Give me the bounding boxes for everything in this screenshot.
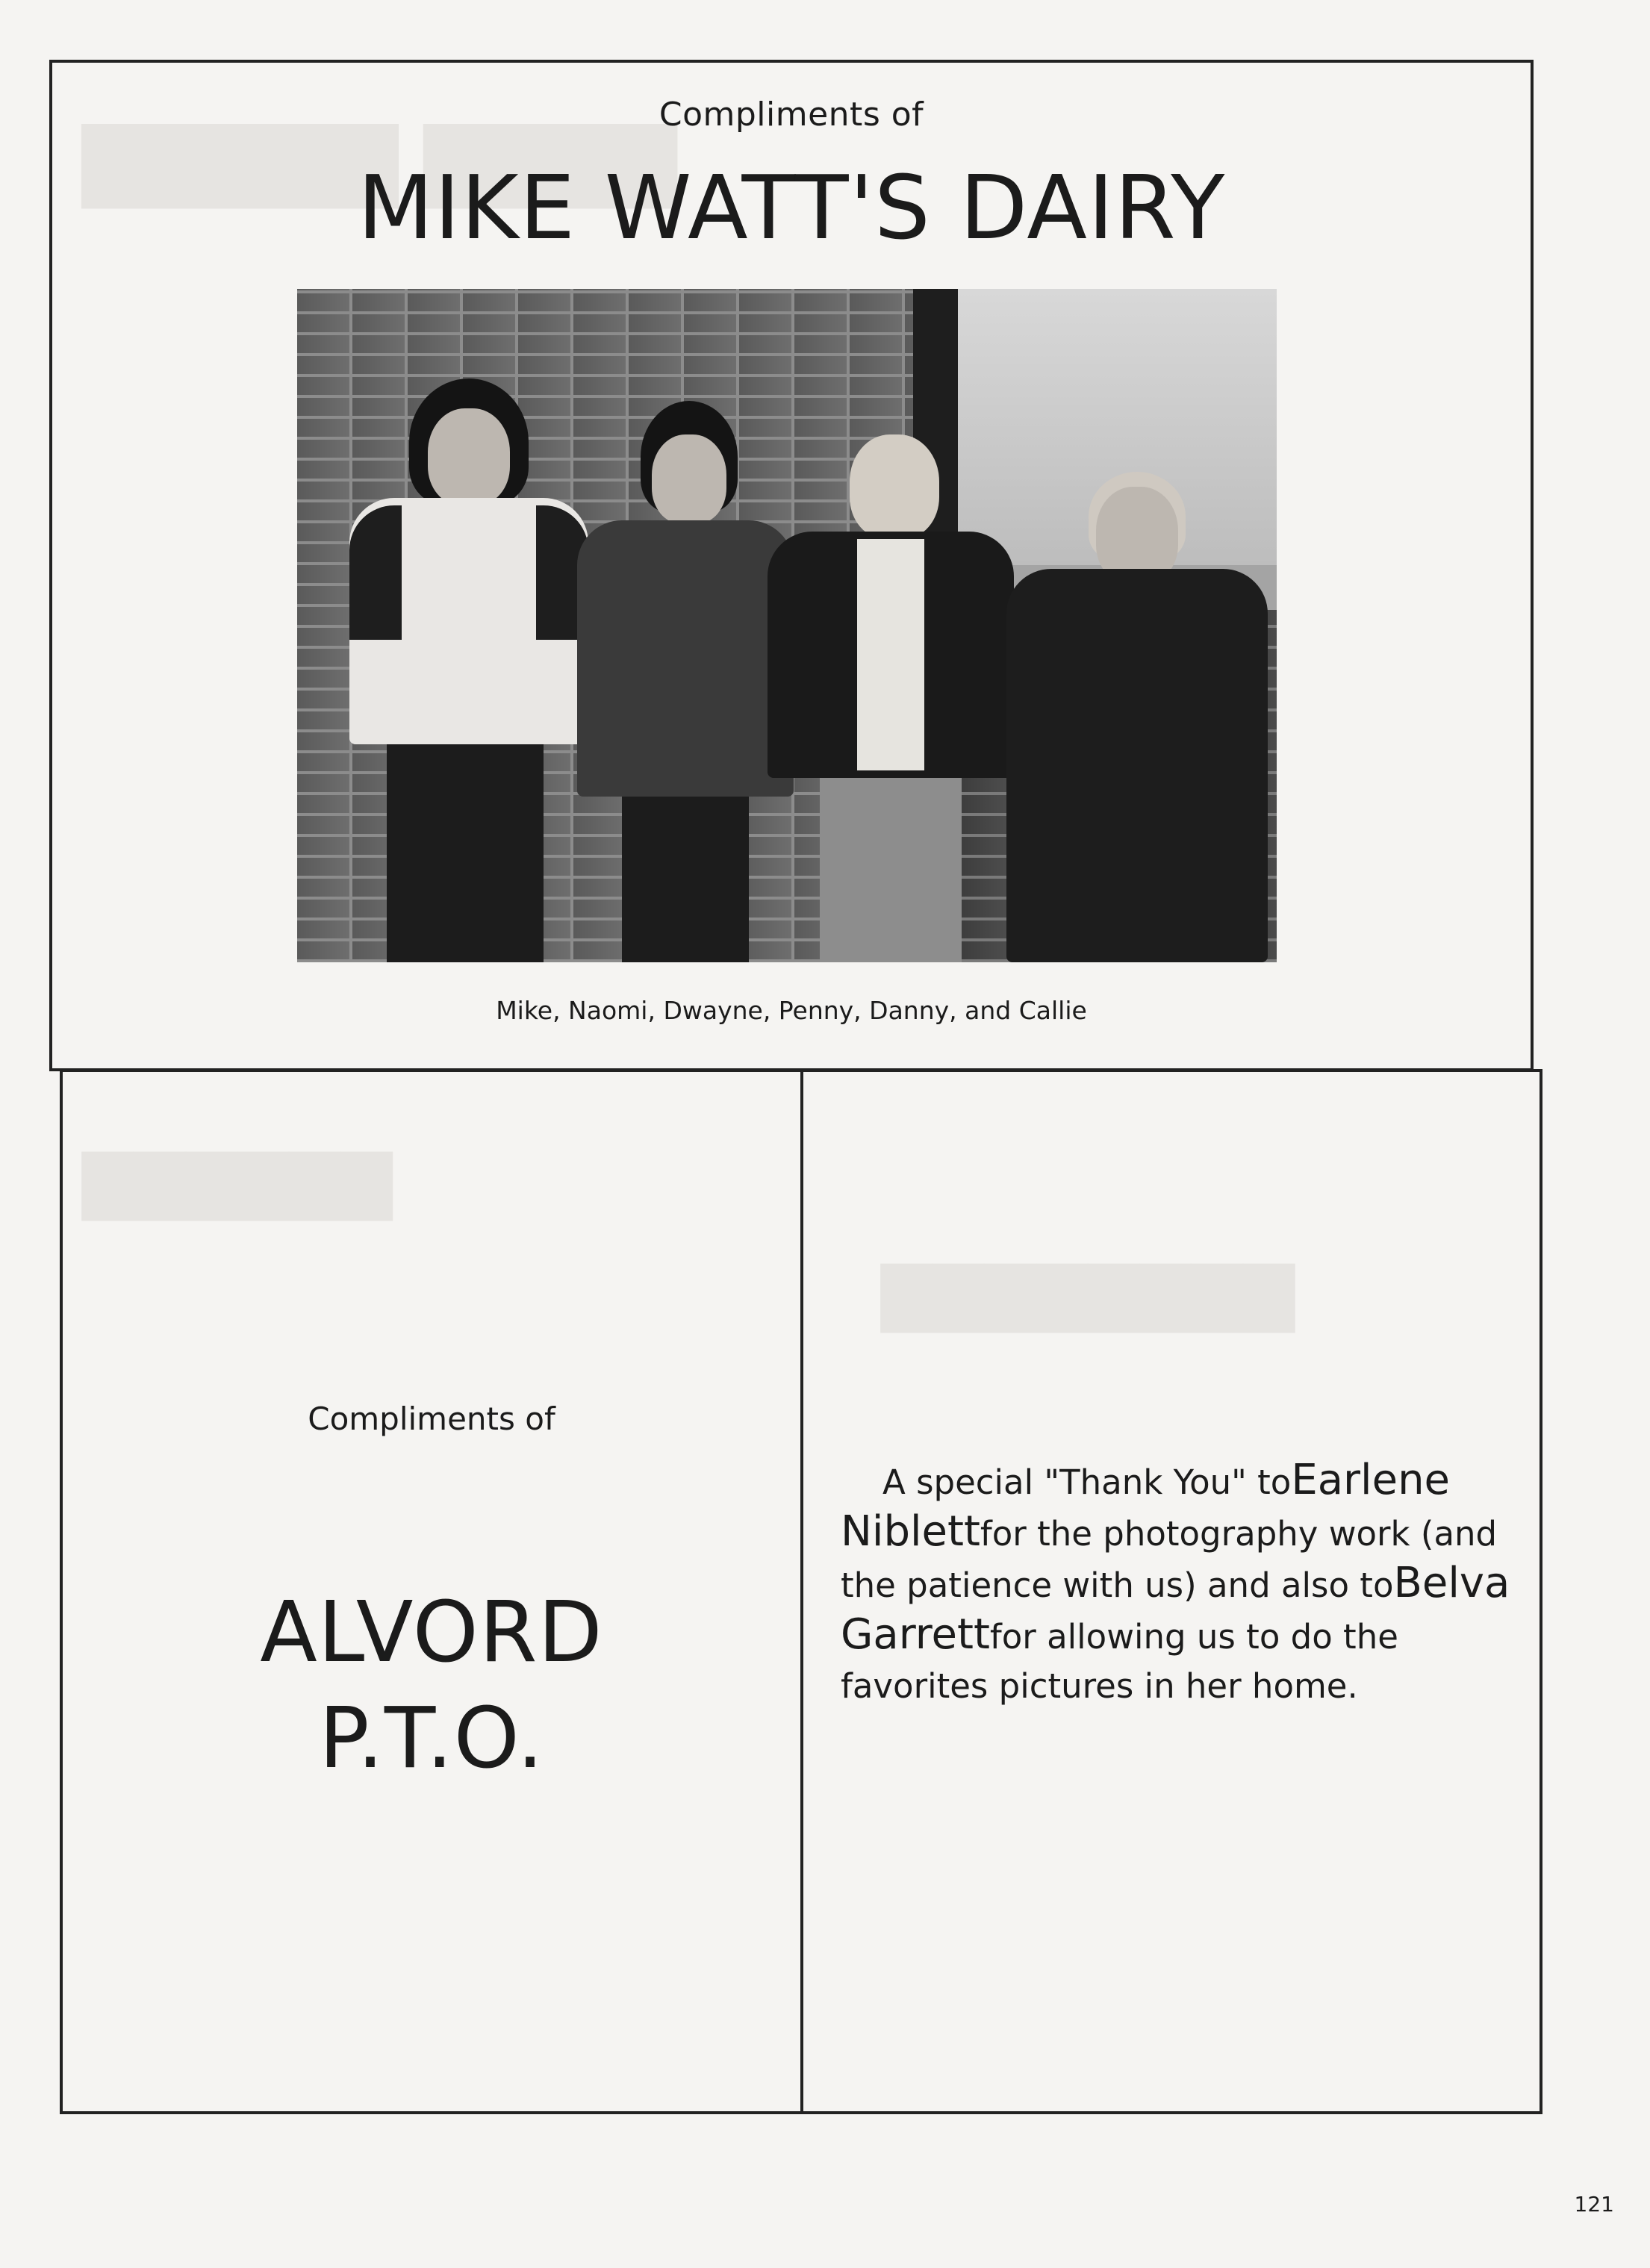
pto-ad-box	[60, 1069, 803, 2114]
thank-you-message	[841, 1456, 1513, 1711]
dairy-ad-box	[49, 60, 1534, 1071]
thank-you-text-3: for allowing us to do the favorites pictures in her home.	[841, 1617, 1398, 1706]
bleed-through-mark-3: ▇▇▇▇▇▇▇▇	[881, 1254, 1295, 1333]
pto-title-line-2: P.T.O.	[319, 1690, 544, 1787]
page-number: 121	[1574, 2192, 1614, 2216]
thank-you-text-1: A special "Thank You" to	[882, 1462, 1292, 1502]
bleed-through-mark-1: ▇▇▇▇ ▇▇▇▇▇	[82, 112, 677, 208]
photo-caption: Mike, Naomi, Dwayne, Penny, Danny, and Callie	[496, 996, 1087, 1025]
photographer-name: Earlene Niblett	[841, 1456, 1451, 1556]
photo-person-2	[577, 401, 794, 962]
group-photo	[297, 289, 1277, 962]
pto-title	[63, 1580, 800, 1792]
pto-title-line-1: ALVORD	[260, 1584, 603, 1681]
photo-person-4	[1006, 472, 1268, 962]
thank-you-text-2: for the photography work (and the patience with us) and also to	[841, 1514, 1498, 1605]
bleed-through-mark-2: ▇▇▇▇▇▇	[82, 1142, 393, 1221]
dairy-title: MIKE WATT'S DAIRY	[357, 156, 1226, 259]
pto-compliments-label: Compliments of	[308, 1401, 555, 1437]
photo-person-1	[349, 378, 588, 962]
photo-person-3	[768, 434, 1014, 962]
dairy-compliments-label: Compliments of	[659, 96, 924, 134]
host-name: Belva Garrett	[841, 1559, 1510, 1659]
thank-you-box	[800, 1069, 1542, 2114]
